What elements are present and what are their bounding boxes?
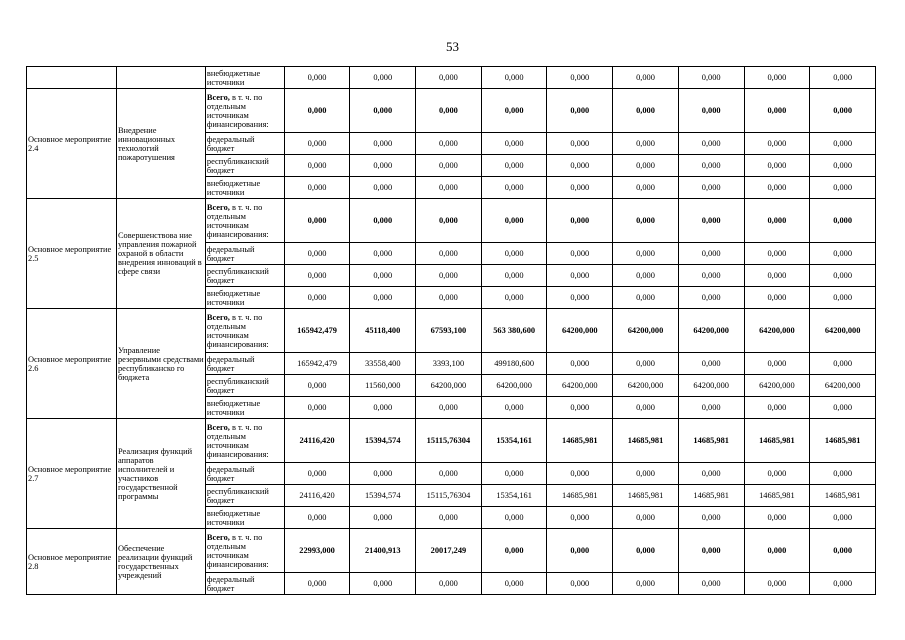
event-cell: Основное мероприятие 2.8 — [27, 529, 117, 595]
value-cell: 0,000 — [284, 199, 350, 243]
table-row — [27, 199, 876, 243]
source-label-bold: Всего, — [206, 202, 230, 212]
value-cell: 0,000 — [744, 177, 810, 199]
value-cell: 0,000 — [678, 133, 744, 155]
value-cell: 0,000 — [416, 133, 482, 155]
value-cell: 0,000 — [810, 243, 876, 265]
value-cell: 0,000 — [416, 89, 482, 133]
source-label: в т. ч. по отдельным источникам финансирования: — [206, 92, 269, 129]
value-cell: 0,000 — [678, 507, 744, 529]
value-cell: 0,000 — [416, 573, 482, 595]
value-cell: 0,000 — [744, 353, 810, 375]
value-cell: 0,000 — [810, 89, 876, 133]
value-cell: 0,000 — [744, 529, 810, 573]
value-cell: 0,000 — [416, 265, 482, 287]
value-cell: 0,000 — [350, 287, 416, 309]
value-cell: 0,000 — [810, 133, 876, 155]
value-cell: 45118,400 — [350, 309, 416, 353]
value-cell: 21400,913 — [350, 529, 416, 573]
value-cell: 0,000 — [350, 155, 416, 177]
value-cell: 0,000 — [481, 89, 547, 133]
value-cell: 0,000 — [613, 243, 679, 265]
value-cell: 64200,000 — [547, 309, 613, 353]
source-label-bold: Всего, — [206, 312, 230, 322]
value-cell: 0,000 — [678, 177, 744, 199]
event-name-cell: Реализация функций аппаратов исполнителей и участников государственной программы — [116, 419, 205, 529]
value-cell: 0,000 — [547, 463, 613, 485]
source-cell — [205, 309, 284, 353]
value-cell: 0,000 — [350, 133, 416, 155]
source-cell — [205, 375, 284, 397]
value-cell: 0,000 — [810, 529, 876, 573]
source-cell — [205, 155, 284, 177]
value-cell: 22993,000 — [284, 529, 350, 573]
value-cell: 15354,161 — [481, 485, 547, 507]
value-cell: 0,000 — [810, 67, 876, 89]
value-cell: 24116,420 — [284, 485, 350, 507]
value-cell: 0,000 — [810, 463, 876, 485]
value-cell: 0,000 — [416, 199, 482, 243]
source-label: в т. ч. по отдельным источникам финансирования: — [206, 202, 269, 239]
value-cell: 20017,249 — [416, 529, 482, 573]
value-cell: 0,000 — [350, 243, 416, 265]
value-cell: 0,000 — [744, 133, 810, 155]
value-cell: 0,000 — [284, 507, 350, 529]
source-cell — [205, 419, 284, 463]
value-cell: 0,000 — [350, 199, 416, 243]
value-cell: 14685,981 — [810, 419, 876, 463]
value-cell: 64200,000 — [678, 309, 744, 353]
value-cell: 3393,100 — [416, 353, 482, 375]
value-cell: 0,000 — [481, 155, 547, 177]
value-cell: 0,000 — [481, 67, 547, 89]
value-cell: 0,000 — [481, 199, 547, 243]
value-cell: 0,000 — [613, 529, 679, 573]
value-cell: 0,000 — [744, 463, 810, 485]
value-cell: 0,000 — [284, 89, 350, 133]
source-cell — [205, 507, 284, 529]
value-cell: 64200,000 — [810, 375, 876, 397]
value-cell: 33558,400 — [350, 353, 416, 375]
value-cell: 0,000 — [350, 463, 416, 485]
value-cell: 15354,161 — [481, 419, 547, 463]
value-cell: 0,000 — [613, 507, 679, 529]
value-cell: 165942,479 — [284, 353, 350, 375]
value-cell: 64200,000 — [416, 375, 482, 397]
value-cell: 0,000 — [547, 177, 613, 199]
source-cell — [205, 133, 284, 155]
value-cell: 64200,000 — [810, 309, 876, 353]
value-cell: 24116,420 — [284, 419, 350, 463]
value-cell: 0,000 — [678, 353, 744, 375]
value-cell: 15394,574 — [350, 485, 416, 507]
source-label: федеральный бюджет — [206, 354, 255, 373]
value-cell: 0,000 — [810, 287, 876, 309]
value-cell: 0,000 — [547, 199, 613, 243]
value-cell: 0,000 — [613, 265, 679, 287]
source-label: федеральный бюджет — [206, 574, 255, 593]
source-cell — [205, 573, 284, 595]
event-cell: Основное мероприятие 2.4 — [27, 89, 117, 199]
value-cell: 0,000 — [613, 463, 679, 485]
value-cell: 0,000 — [678, 243, 744, 265]
value-cell: 0,000 — [744, 287, 810, 309]
value-cell: 0,000 — [350, 89, 416, 133]
value-cell: 0,000 — [613, 155, 679, 177]
value-cell: 0,000 — [810, 177, 876, 199]
value-cell: 0,000 — [547, 353, 613, 375]
value-cell: 14685,981 — [613, 419, 679, 463]
source-label: федеральный бюджет — [206, 134, 255, 153]
table-row — [27, 529, 876, 573]
value-cell: 0,000 — [481, 529, 547, 573]
value-cell: 0,000 — [547, 397, 613, 419]
value-cell: 67593,100 — [416, 309, 482, 353]
value-cell: 0,000 — [284, 155, 350, 177]
value-cell: 0,000 — [547, 573, 613, 595]
value-cell: 0,000 — [350, 507, 416, 529]
value-cell: 0,000 — [284, 397, 350, 419]
source-label: республиканский бюджет — [206, 486, 269, 505]
value-cell: 64200,000 — [744, 309, 810, 353]
value-cell: 64200,000 — [613, 309, 679, 353]
value-cell: 15115,76304 — [416, 419, 482, 463]
source-label: внебюджетные источники — [206, 508, 261, 527]
value-cell: 0,000 — [284, 287, 350, 309]
value-cell: 0,000 — [481, 463, 547, 485]
value-cell: 0,000 — [613, 199, 679, 243]
source-label: в т. ч. по отдельным источникам финансирования: — [206, 532, 269, 569]
value-cell: 64200,000 — [481, 375, 547, 397]
value-cell: 0,000 — [481, 177, 547, 199]
value-cell: 0,000 — [350, 177, 416, 199]
value-cell: 64200,000 — [613, 375, 679, 397]
value-cell: 165942,479 — [284, 309, 350, 353]
source-cell — [205, 529, 284, 573]
value-cell: 499180,600 — [481, 353, 547, 375]
value-cell: 0,000 — [416, 177, 482, 199]
value-cell: 0,000 — [481, 573, 547, 595]
value-cell: 0,000 — [416, 155, 482, 177]
source-label: республиканский бюджет — [206, 266, 269, 285]
value-cell: 0,000 — [284, 375, 350, 397]
value-cell: 0,000 — [678, 199, 744, 243]
source-label: внебюджетные источники — [206, 288, 261, 307]
source-cell — [205, 485, 284, 507]
value-cell: 0,000 — [547, 243, 613, 265]
value-cell: 0,000 — [744, 89, 810, 133]
value-cell: 0,000 — [613, 133, 679, 155]
value-cell: 0,000 — [678, 287, 744, 309]
value-cell: 0,000 — [547, 155, 613, 177]
value-cell: 14685,981 — [810, 485, 876, 507]
value-cell: 0,000 — [481, 507, 547, 529]
value-cell: 563 380,600 — [481, 309, 547, 353]
source-cell — [205, 397, 284, 419]
value-cell: 0,000 — [810, 507, 876, 529]
value-cell: 64200,000 — [547, 375, 613, 397]
table-row — [27, 67, 876, 89]
value-cell: 0,000 — [547, 89, 613, 133]
value-cell: 14685,981 — [744, 485, 810, 507]
value-cell: 14685,981 — [678, 419, 744, 463]
value-cell: 0,000 — [613, 397, 679, 419]
value-cell: 0,000 — [547, 67, 613, 89]
event-cell: Основное мероприятие 2.6 — [27, 309, 117, 419]
value-cell: 0,000 — [613, 573, 679, 595]
value-cell: 0,000 — [744, 199, 810, 243]
value-cell: 0,000 — [284, 133, 350, 155]
source-label: в т. ч. по отдельным источникам финансирования: — [206, 422, 269, 459]
table-row — [27, 309, 876, 353]
table-row — [27, 419, 876, 463]
event-name-cell: Внедрение инновационных технологий пожаротушения — [116, 89, 205, 199]
value-cell: 0,000 — [416, 397, 482, 419]
source-label-bold: Всего, — [206, 92, 230, 102]
value-cell: 0,000 — [284, 177, 350, 199]
event-cell: Основное мероприятие 2.7 — [27, 419, 117, 529]
value-cell: 0,000 — [744, 265, 810, 287]
value-cell: 0,000 — [416, 67, 482, 89]
value-cell: 0,000 — [678, 89, 744, 133]
value-cell: 64200,000 — [678, 375, 744, 397]
value-cell: 0,000 — [678, 529, 744, 573]
value-cell: 0,000 — [744, 67, 810, 89]
source-cell: внебюджетные источники — [205, 67, 284, 89]
value-cell: 0,000 — [350, 397, 416, 419]
source-label: внебюджетные источники — [206, 178, 261, 197]
value-cell: 0,000 — [350, 265, 416, 287]
value-cell: 0,000 — [481, 287, 547, 309]
source-cell — [205, 199, 284, 243]
event-name-cell: Обеспечение реализации функций государственных учреждений — [116, 529, 205, 595]
value-cell: 0,000 — [481, 397, 547, 419]
value-cell: 0,000 — [613, 177, 679, 199]
value-cell: 0,000 — [284, 67, 350, 89]
value-cell: 0,000 — [810, 573, 876, 595]
value-cell: 0,000 — [481, 243, 547, 265]
value-cell: 0,000 — [810, 265, 876, 287]
value-cell: 0,000 — [284, 265, 350, 287]
value-cell: 15115,76304 — [416, 485, 482, 507]
source-cell — [205, 89, 284, 133]
value-cell: 0,000 — [547, 507, 613, 529]
source-cell — [205, 243, 284, 265]
value-cell: 0,000 — [416, 287, 482, 309]
event-name-cell: Совершенствова ние управления пожарной охраной в области внедрения инноваций в сфере связи — [116, 199, 205, 309]
value-cell: 0,000 — [350, 573, 416, 595]
value-cell: 0,000 — [613, 287, 679, 309]
value-cell: 0,000 — [350, 67, 416, 89]
value-cell: 0,000 — [416, 243, 482, 265]
value-cell: 14685,981 — [678, 485, 744, 507]
value-cell: 0,000 — [678, 397, 744, 419]
value-cell: 0,000 — [613, 89, 679, 133]
source-label: в т. ч. по отдельным источникам финансирования: — [206, 312, 269, 349]
source-cell — [205, 353, 284, 375]
value-cell: 0,000 — [284, 243, 350, 265]
value-cell: 0,000 — [810, 199, 876, 243]
value-cell: 14685,981 — [547, 485, 613, 507]
value-cell: 64200,000 — [744, 375, 810, 397]
source-cell — [205, 177, 284, 199]
event-name-cell: Управление резервными средствами республиканско го бюджета — [116, 309, 205, 419]
value-cell: 0,000 — [416, 463, 482, 485]
value-cell: 0,000 — [744, 397, 810, 419]
budget-table — [26, 66, 876, 595]
value-cell: 0,000 — [678, 573, 744, 595]
event-cell — [27, 67, 117, 89]
value-cell: 0,000 — [613, 67, 679, 89]
value-cell: 0,000 — [744, 573, 810, 595]
source-label: федеральный бюджет — [206, 244, 255, 263]
page-number: 53 — [446, 39, 459, 54]
value-cell: 0,000 — [284, 573, 350, 595]
value-cell: 0,000 — [613, 353, 679, 375]
value-cell: 0,000 — [547, 133, 613, 155]
value-cell: 15394,574 — [350, 419, 416, 463]
value-cell: 0,000 — [810, 155, 876, 177]
value-cell: 0,000 — [547, 287, 613, 309]
event-name-cell — [116, 67, 205, 89]
value-cell: 0,000 — [678, 265, 744, 287]
value-cell: 0,000 — [810, 353, 876, 375]
value-cell: 0,000 — [744, 243, 810, 265]
source-label: федеральный бюджет — [206, 464, 255, 483]
source-cell — [205, 265, 284, 287]
value-cell: 11560,000 — [350, 375, 416, 397]
table-row — [27, 89, 876, 133]
value-cell: 0,000 — [678, 67, 744, 89]
value-cell: 0,000 — [284, 463, 350, 485]
value-cell: 0,000 — [481, 265, 547, 287]
source-label-bold: Всего, — [206, 532, 230, 542]
value-cell: 0,000 — [481, 133, 547, 155]
value-cell: 0,000 — [416, 507, 482, 529]
source-label: внебюджетные источники — [206, 398, 261, 417]
value-cell: 0,000 — [547, 265, 613, 287]
value-cell: 0,000 — [744, 155, 810, 177]
value-cell: 0,000 — [678, 463, 744, 485]
source-label: республиканский бюджет — [206, 376, 269, 395]
value-cell: 0,000 — [678, 155, 744, 177]
source-label-bold: Всего, — [206, 422, 230, 432]
value-cell: 0,000 — [744, 507, 810, 529]
value-cell: 14685,981 — [613, 485, 679, 507]
value-cell: 0,000 — [547, 529, 613, 573]
source-cell — [205, 463, 284, 485]
value-cell: 0,000 — [810, 397, 876, 419]
event-cell: Основное мероприятие 2.5 — [27, 199, 117, 309]
source-cell — [205, 287, 284, 309]
value-cell: 14685,981 — [744, 419, 810, 463]
value-cell: 14685,981 — [547, 419, 613, 463]
source-label: республиканский бюджет — [206, 156, 269, 175]
